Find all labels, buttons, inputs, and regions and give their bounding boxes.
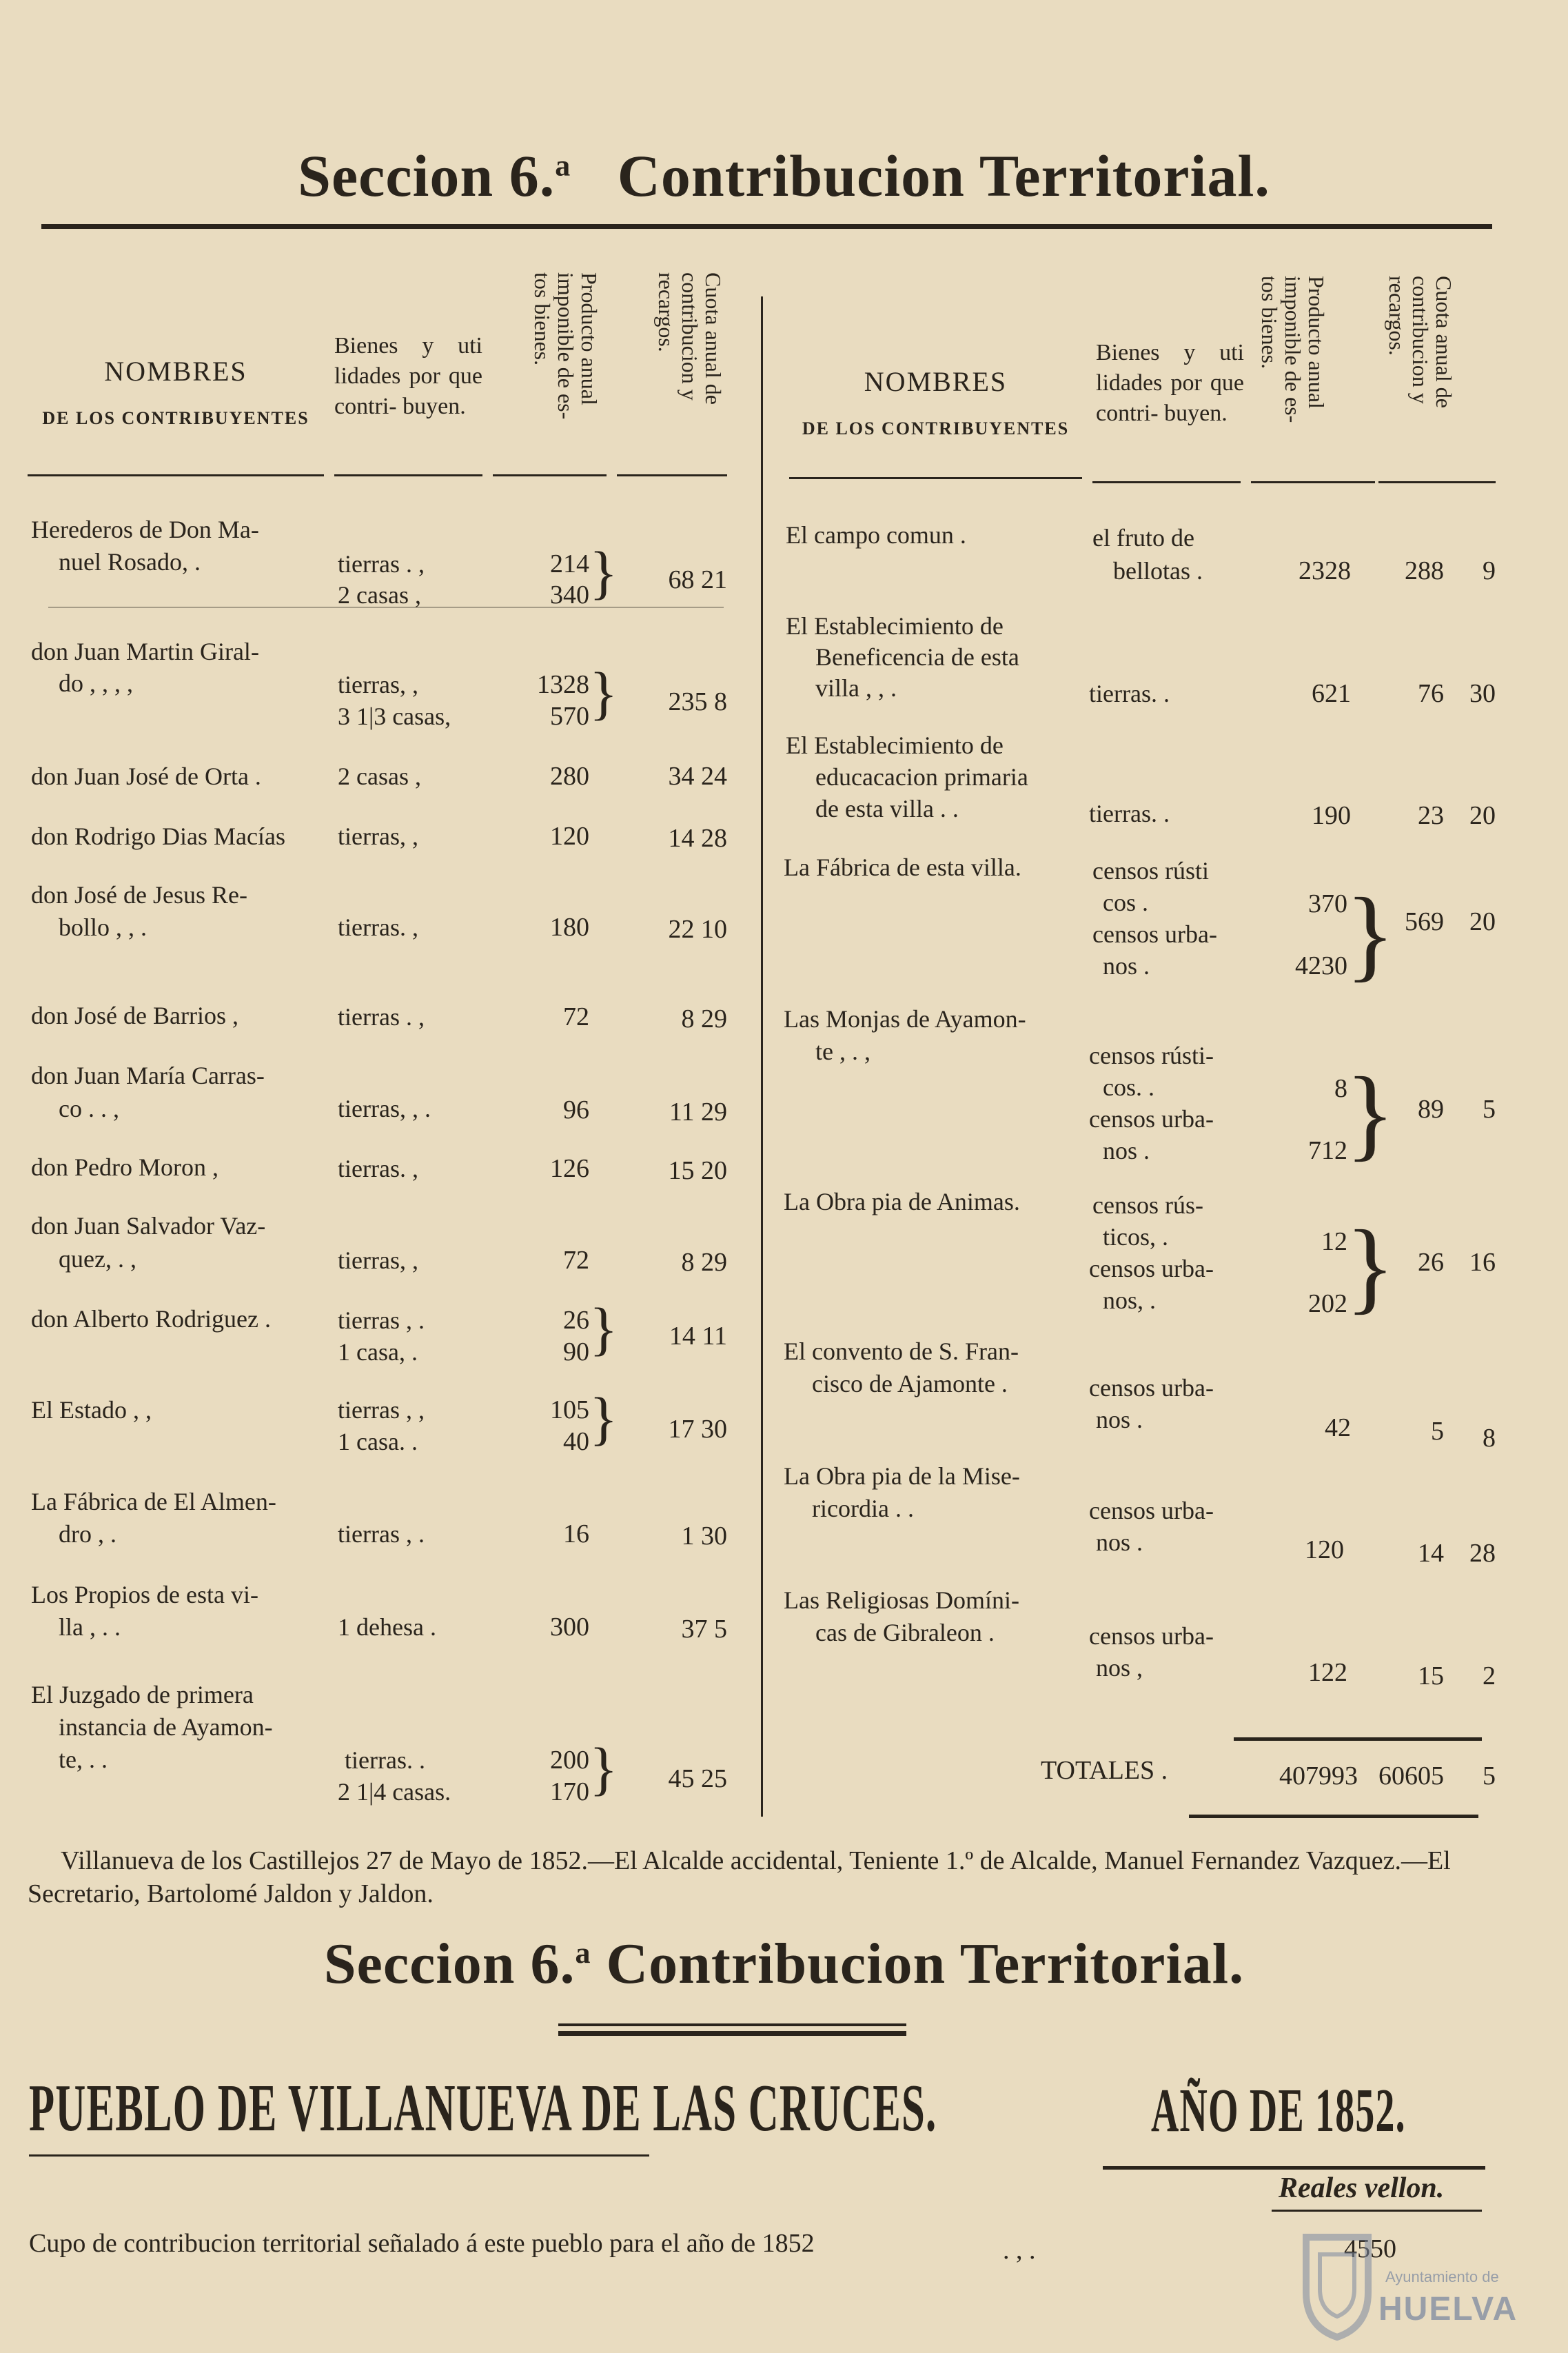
- right-row-2-name-1: El Establecimiento de: [786, 612, 1004, 640]
- left-row-8-cuota: 15 20: [668, 1156, 727, 1185]
- left-row-2-producto-2: 570: [550, 702, 589, 731]
- right-row-1-cuota-2: 9: [1483, 556, 1496, 585]
- left-row-1-producto-2: 340: [550, 580, 589, 609]
- right-row-8-bienes-2: nos .: [1096, 1528, 1143, 1556]
- right-row-2-cuota-2: 30: [1469, 679, 1496, 708]
- right-row-6-bienes-4: nos, .: [1103, 1286, 1157, 1314]
- right-row-5-producto-1: 8: [1334, 1074, 1347, 1103]
- right-row-3-producto-1: 190: [1312, 801, 1351, 830]
- second-section-title: [0, 1930, 1568, 1997]
- right-row-5-producto-2: 712: [1308, 1136, 1347, 1165]
- right-row-4-producto-2: 4230: [1295, 951, 1347, 980]
- left-row-2-bienes-2: 3 1|3 casas,: [338, 703, 451, 730]
- left-header-rule-1: [28, 474, 324, 476]
- totals-extra: 5: [1483, 1761, 1496, 1790]
- right-row-4-bienes-2: cos .: [1103, 889, 1148, 916]
- left-row-4-cuota: 14 28: [668, 824, 727, 853]
- left-header-producto: Producto anual imponible de es- tos bienes.: [530, 272, 602, 420]
- left-row-11-bienes-2: 1 casa. .: [338, 1428, 418, 1455]
- left-row-12-bienes-1: tierras , .: [338, 1520, 425, 1548]
- right-header-names: [789, 365, 1082, 439]
- left-row-1-underline: [48, 607, 724, 608]
- left-row-7-cuota: 11 29: [669, 1098, 727, 1127]
- right-row-5-bienes-3: censos urba-: [1089, 1105, 1214, 1133]
- signature-footnote: Villanueva de los Castillejos 27 de Mayo de 1852.—El Alcalde accidental, Teniente 1.º de Alcalde, Manuel Fernandez Vazquez.—El Secretario, Bartolomé Jaldon y Jaldon.: [28, 1846, 1451, 1908]
- totals-rule-bottom: [1189, 1815, 1478, 1818]
- left-row-3-name-1: don Juan José de Orta .: [31, 763, 261, 790]
- right-row-2-bienes-1: tierras. .: [1089, 680, 1170, 707]
- right-row-9-producto-1: 122: [1308, 1658, 1347, 1687]
- cupo-text: Cupo de contribucion territorial señalado á este pueblo para el año de 1852: [29, 2229, 815, 2258]
- left-row-2-name-1: don Juan Martin Giral-: [31, 638, 259, 665]
- right-row-3-bienes-1: tierras. .: [1089, 800, 1170, 827]
- right-header-rule-4: [1378, 481, 1496, 483]
- right-row-1-bienes-1: el fruto de: [1092, 524, 1194, 552]
- left-row-2-bienes-1: tierras, ,: [338, 671, 418, 698]
- totals-label: TOTALES .: [1041, 1756, 1168, 1785]
- left-header-names: [28, 355, 324, 429]
- right-row-7-cuota-2: 8: [1483, 1424, 1496, 1453]
- left-row-6-name-1: don José de Barrios ,: [31, 1002, 238, 1029]
- right-row-5-brace: }: [1345, 1056, 1395, 1171]
- right-row-7-name-2: cisco de Ajamonte .: [812, 1370, 1008, 1397]
- second-section-title-text: Seccion 6.: [323, 1932, 576, 1996]
- right-row-5-cuota-1: 89: [1418, 1095, 1444, 1124]
- left-row-14-bienes-2: 2 1|4 casas.: [338, 1778, 451, 1806]
- right-row-5-cuota-2: 5: [1483, 1095, 1496, 1124]
- left-row-14-brace: }: [589, 1735, 618, 1801]
- right-header-producto: Producto anual imponible de es- tos bienes.: [1257, 276, 1329, 423]
- right-row-4-bienes-4: nos .: [1103, 952, 1150, 980]
- right-row-2-name-2: Beneficencia de esta: [815, 643, 1019, 671]
- left-row-10-bienes-2: 1 casa, .: [338, 1338, 418, 1366]
- right-row-5-bienes-1: censos rústi-: [1089, 1042, 1214, 1069]
- right-row-9-cuota-2: 2: [1483, 1662, 1496, 1690]
- left-row-10-bienes-1: tierras , .: [338, 1306, 425, 1334]
- left-row-11-brace: }: [589, 1385, 618, 1451]
- left-header-bienes: Bienes y uti lidades por que contri- buyen.: [334, 333, 482, 419]
- right-header-cuota: Cuota anual de contribucion y recargos.: [1385, 276, 1456, 408]
- left-header-cuota: Cuota anual de contribucion y recargos.: [654, 272, 726, 405]
- left-row-5-bienes-1: tierras. ,: [338, 913, 418, 941]
- left-row-5-name-1: don José de Jesus Re-: [31, 881, 247, 909]
- left-header-rule-3: [493, 474, 607, 476]
- right-row-4-bienes-1: censos rústi: [1092, 857, 1209, 885]
- right-header-names-sub: DE LOS CONTRIBUYENTES: [802, 418, 1070, 438]
- left-row-14-producto-2: 170: [550, 1777, 589, 1806]
- right-row-4-producto-1: 370: [1308, 889, 1347, 918]
- right-row-6-bienes-3: censos urba-: [1089, 1255, 1214, 1282]
- left-row-2-cuota: 235 8: [668, 687, 727, 716]
- second-section-title-sup: a: [575, 1936, 591, 1970]
- left-header-rule-2: [334, 474, 482, 476]
- left-row-11-bienes-1: tierras , ,: [338, 1396, 425, 1424]
- left-row-12-producto-1: 16: [563, 1519, 589, 1548]
- right-row-1-cuota-1: 288: [1405, 556, 1444, 585]
- left-row-1-name-2: nuel Rosado, .: [59, 548, 201, 576]
- right-row-6-producto-1: 12: [1321, 1227, 1347, 1256]
- left-row-6-bienes-1: tierras . ,: [338, 1003, 425, 1031]
- left-row-3-cuota: 34 24: [668, 762, 727, 791]
- ayuntamiento-watermark: [1292, 2223, 1382, 2344]
- left-row-1-bienes-1: tierras . ,: [338, 550, 425, 578]
- right-row-5-bienes-4: nos .: [1103, 1137, 1150, 1164]
- reales-vellon-label: Reales vellon.: [1279, 2172, 1445, 2204]
- right-row-8-cuota-1: 14: [1418, 1539, 1444, 1568]
- right-row-1-name-1: El campo comun .: [786, 521, 966, 549]
- left-header-names-title: NOMBRES: [104, 356, 247, 387]
- right-row-5-bienes-2: cos. .: [1103, 1073, 1154, 1101]
- right-row-2-cuota-1: 76: [1418, 679, 1444, 708]
- right-row-9-cuota-1: 15: [1418, 1662, 1444, 1690]
- left-row-10-name-1: don Alberto Rodriguez .: [31, 1305, 271, 1333]
- second-title-rule-2: [558, 2031, 906, 2036]
- right-header-rule-2: [1092, 481, 1241, 483]
- pueblo-heading: PUEBLO DE VILLANUEVA DE LAS CRUCES.: [29, 2071, 937, 2145]
- left-header-rule-4: [617, 474, 727, 476]
- left-row-7-name-1: don Juan María Carras-: [31, 1062, 265, 1089]
- left-row-8-bienes-1: tierras. ,: [338, 1155, 418, 1182]
- right-header-rule-3: [1251, 481, 1375, 483]
- cupo-value: 4550: [1344, 2234, 1396, 2263]
- right-row-9-name-2: cas de Gibraleon .: [815, 1619, 995, 1646]
- left-row-5-name-2: bollo , , .: [59, 913, 147, 941]
- left-row-10-cuota: 14 11: [669, 1322, 727, 1351]
- left-row-9-bienes-1: tierras, ,: [338, 1246, 418, 1274]
- left-row-1-name-1: Herederos de Don Ma-: [31, 516, 259, 543]
- right-row-6-producto-2: 202: [1308, 1289, 1347, 1318]
- right-row-8-cuota-2: 28: [1469, 1539, 1496, 1568]
- left-row-14-cuota: 45 25: [668, 1764, 727, 1793]
- left-row-11-cuota: 17 30: [668, 1415, 727, 1444]
- left-row-3-bienes-1: 2 casas ,: [338, 763, 421, 790]
- right-row-6-cuota-1: 26: [1418, 1248, 1444, 1277]
- totals-cuota: 60605: [1378, 1761, 1444, 1790]
- left-row-13-name-1: Los Propios de esta vi-: [31, 1581, 258, 1608]
- totals-rule-top: [1234, 1737, 1482, 1741]
- right-row-9-bienes-1: censos urba-: [1089, 1622, 1214, 1650]
- right-header-bienes: Bienes y uti lidades por que contri- buyen.: [1096, 340, 1244, 426]
- right-row-6-brace: }: [1345, 1209, 1395, 1324]
- right-row-2-producto-1: 621: [1312, 679, 1351, 708]
- left-row-11-name-1: El Estado , ,: [31, 1396, 152, 1424]
- left-row-10-producto-2: 90: [563, 1337, 589, 1366]
- left-row-9-producto-1: 72: [563, 1246, 589, 1275]
- left-row-4-producto-1: 120: [550, 822, 589, 851]
- section-title-text: Seccion 6.: [298, 143, 556, 209]
- left-row-12-name-1: La Fábrica de El Almen-: [31, 1488, 276, 1515]
- left-row-1-cuota: 68 21: [668, 565, 727, 594]
- reales-rule: [1272, 2210, 1482, 2212]
- right-row-7-bienes-1: censos urba-: [1089, 1374, 1214, 1402]
- left-row-9-name-2: quez, . ,: [59, 1245, 136, 1273]
- left-row-12-cuota: 1 30: [681, 1522, 727, 1551]
- section-title-rest: Contribucion Territorial.: [617, 143, 1270, 209]
- right-row-5-name-2: te , . ,: [815, 1038, 870, 1065]
- left-row-13-cuota: 37 5: [681, 1615, 727, 1644]
- left-row-9-cuota: 8 29: [681, 1248, 727, 1277]
- left-row-1-brace: }: [589, 539, 618, 605]
- right-row-7-bienes-2: nos .: [1096, 1406, 1143, 1433]
- right-row-9-bienes-2: nos ,: [1096, 1654, 1143, 1682]
- left-row-2-producto-1: 1328: [537, 670, 589, 699]
- left-row-13-bienes-1: 1 dehesa .: [338, 1613, 436, 1641]
- left-row-3-producto-1: 280: [550, 762, 589, 791]
- totals-producto: 407993: [1279, 1761, 1358, 1790]
- right-row-7-name-1: El convento de S. Fran-: [784, 1337, 1019, 1365]
- right-row-1-producto-1: 2328: [1299, 556, 1351, 585]
- right-row-2-name-3: villa , , .: [815, 674, 897, 702]
- left-row-11-producto-1: 105: [550, 1395, 589, 1424]
- pueblo-rule: [29, 2154, 649, 2157]
- left-row-12-name-2: dro , .: [59, 1520, 116, 1548]
- right-row-8-name-2: ricordia . .: [812, 1495, 914, 1522]
- cupo-dots: . , .: [1003, 2236, 1036, 2265]
- left-row-1-producto-1: 214: [550, 549, 589, 578]
- left-row-9-name-1: don Juan Salvador Vaz-: [31, 1212, 266, 1240]
- left-row-14-name-3: te, . .: [59, 1746, 108, 1773]
- left-row-6-cuota: 8 29: [681, 1004, 727, 1033]
- right-row-7-cuota-1: 5: [1431, 1417, 1444, 1446]
- right-row-4-cuota-2: 20: [1469, 907, 1496, 936]
- right-row-4-cuota-1: 569: [1405, 907, 1444, 936]
- left-row-8-name-1: don Pedro Moron ,: [31, 1153, 218, 1181]
- left-row-8-producto-1: 126: [550, 1154, 589, 1183]
- left-row-11-producto-2: 40: [563, 1427, 589, 1456]
- right-row-9-name-1: Las Religiosas Domíni-: [784, 1586, 1019, 1614]
- left-row-13-name-2: lla , . .: [59, 1613, 121, 1641]
- watermark-line1: Ayuntamiento de: [1385, 2268, 1499, 2285]
- left-row-10-brace: }: [589, 1295, 618, 1362]
- right-row-5-name-1: Las Monjas de Ayamon-: [784, 1005, 1026, 1033]
- watermark-line2: HUELVA: [1378, 2291, 1518, 2327]
- left-row-4-name-1: don Rodrigo Dias Macías: [31, 822, 285, 850]
- right-row-3-name-2: educacacion primaria: [815, 763, 1028, 791]
- left-row-6-producto-1: 72: [563, 1002, 589, 1031]
- right-row-6-bienes-1: censos rús-: [1092, 1191, 1203, 1219]
- left-row-4-bienes-1: tierras, ,: [338, 822, 418, 850]
- right-row-8-bienes-1: censos urba-: [1089, 1497, 1214, 1524]
- left-row-14-bienes-1: tierras. .: [345, 1746, 425, 1774]
- right-row-3-cuota-1: 23: [1418, 801, 1444, 830]
- title-rule: [41, 224, 1492, 229]
- left-row-2-brace: }: [589, 660, 618, 726]
- left-row-5-producto-1: 180: [550, 913, 589, 942]
- ano-rule: [1103, 2166, 1485, 2170]
- column-divider: [761, 296, 763, 1817]
- right-row-3-name-3: de esta villa . .: [815, 795, 959, 822]
- right-row-8-name-1: La Obra pia de la Mise-: [784, 1462, 1020, 1490]
- left-row-7-producto-1: 96: [563, 1095, 589, 1124]
- right-row-8-producto-1: 120: [1305, 1535, 1344, 1564]
- right-row-6-name-1: La Obra pia de Animas.: [784, 1188, 1020, 1215]
- left-row-5-cuota: 22 10: [668, 915, 727, 944]
- right-row-3-cuota-2: 20: [1469, 801, 1496, 830]
- second-section-title-rest: Contribucion Territorial.: [606, 1932, 1245, 1996]
- left-row-10-producto-1: 26: [563, 1306, 589, 1335]
- left-row-1-bienes-2: 2 casas ,: [338, 581, 421, 609]
- right-row-6-cuota-2: 16: [1469, 1248, 1496, 1277]
- left-header-names-sub: DE LOS CONTRIBUYENTES: [42, 408, 309, 428]
- left-row-7-bienes-1: tierras, , .: [338, 1095, 431, 1122]
- section-title: [0, 141, 1568, 210]
- left-row-7-name-2: co . . ,: [59, 1095, 119, 1122]
- right-row-3-name-1: El Establecimiento de: [786, 731, 1004, 759]
- right-header-rule-1: [789, 477, 1082, 479]
- left-row-2-name-2: do , , , ,: [59, 669, 133, 697]
- right-row-4-bienes-3: censos urba-: [1092, 920, 1217, 948]
- left-row-14-name-1: El Juzgado de primera: [31, 1681, 254, 1708]
- second-title-rule-1: [558, 2023, 906, 2026]
- right-header-names-title: NOMBRES: [864, 366, 1008, 397]
- right-row-4-brace: }: [1345, 877, 1395, 991]
- left-row-14-name-2: instancia de Ayamon-: [59, 1713, 273, 1741]
- right-row-1-bienes-2: bellotas .: [1113, 557, 1203, 585]
- right-row-4-name-1: La Fábrica de esta villa.: [784, 854, 1021, 881]
- left-row-13-producto-1: 300: [550, 1613, 589, 1642]
- left-row-14-producto-1: 200: [550, 1746, 589, 1775]
- right-row-6-bienes-2: ticos, .: [1103, 1223, 1168, 1251]
- section-title-sup: a: [555, 148, 571, 183]
- right-row-7-producto-1: 42: [1325, 1413, 1351, 1442]
- ano-heading: AÑO DE 1852.: [1151, 2077, 1406, 2145]
- coat-of-arms-icon: [1292, 2223, 1382, 2341]
